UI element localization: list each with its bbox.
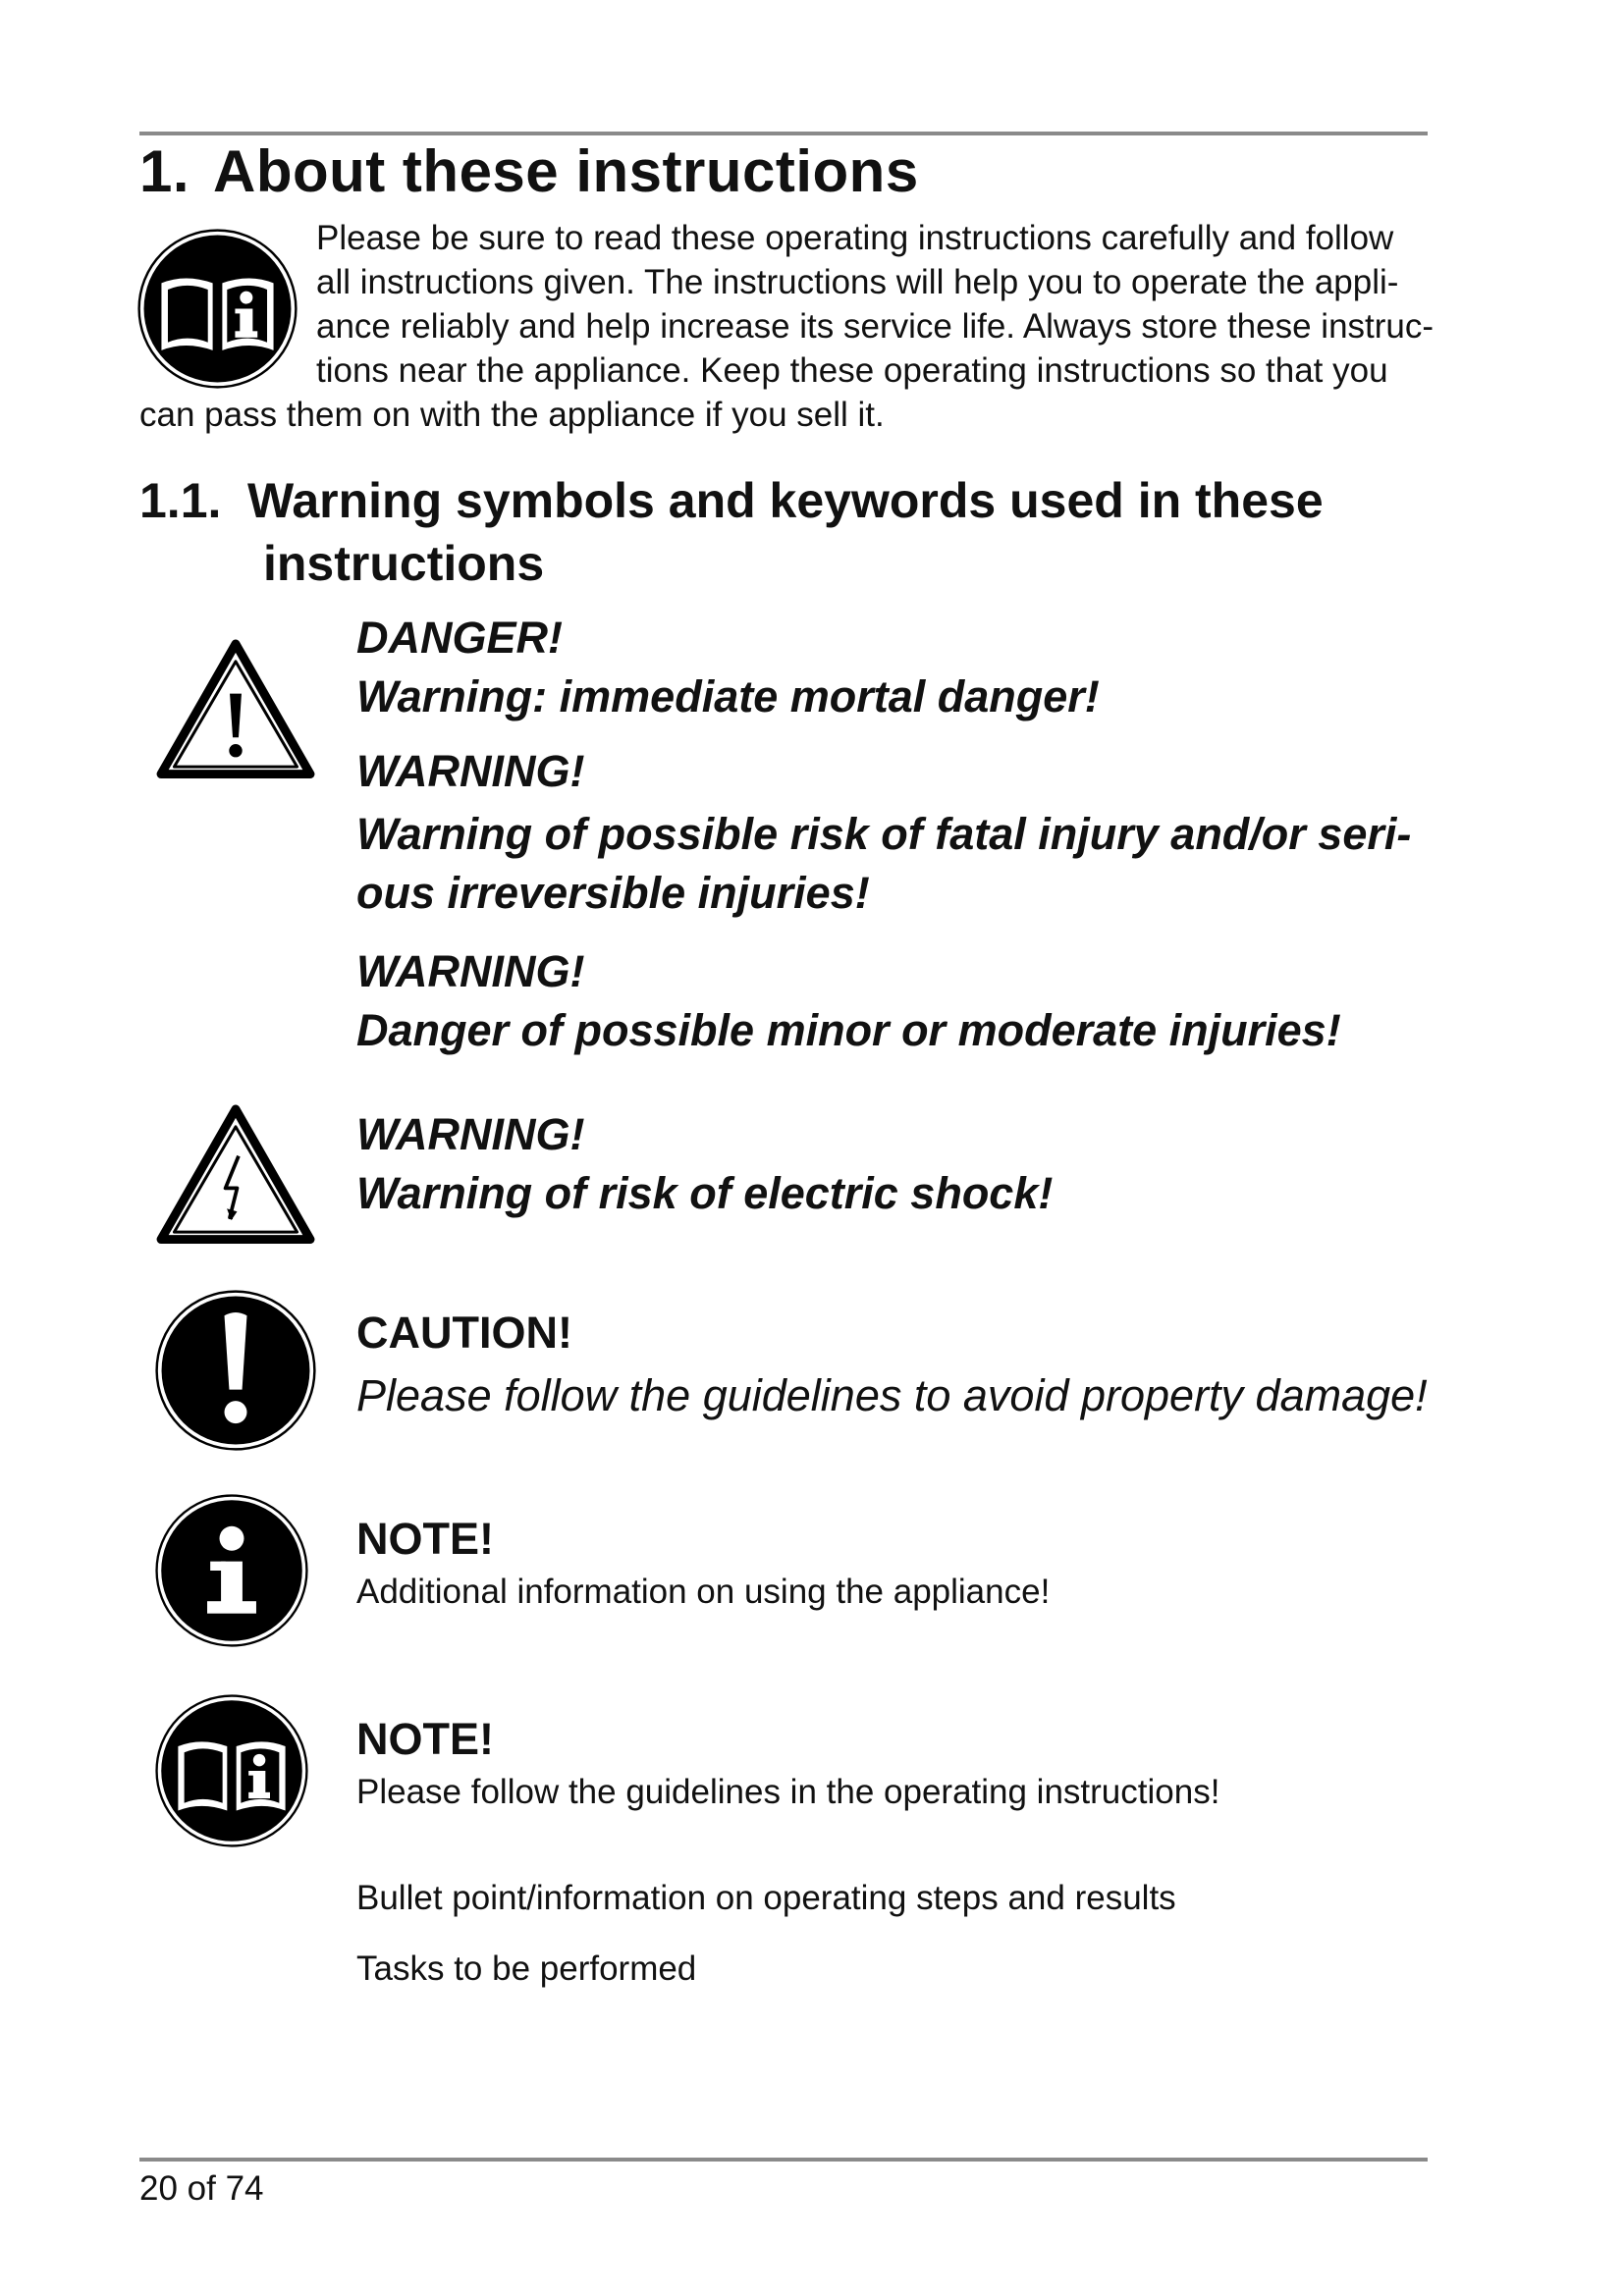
section-title: About these instructions [213, 138, 919, 204]
bullet-point-description: Bullet point/information on operating steps and results [356, 1879, 1176, 1917]
electric-shock-triangle-icon [155, 1103, 316, 1247]
warning-fatal-message-line2: ous irreversible injuries! [356, 868, 870, 918]
note-info-message: Additional information on using the appliance! [356, 1573, 1051, 1611]
danger-message: Warning: immediate mortal danger! [356, 671, 1100, 721]
section-heading [139, 137, 919, 205]
page-number: 20 of 74 [139, 2169, 264, 2208]
bottom-divider [139, 2158, 1428, 2162]
exclamation-circle-icon [155, 1290, 316, 1451]
warning-electric-message: Warning of risk of electric shock! [356, 1168, 1054, 1218]
warning-electric-keyword: WARNING! [356, 1109, 585, 1159]
subsection-heading [139, 469, 1428, 595]
section-number: 1. [139, 138, 190, 204]
intro-line: ance reliably and help increase its service life. Always store these instruc- [316, 307, 1435, 346]
subsection-title-line2: instructions [263, 536, 545, 591]
tasks-description: Tasks to be performed [356, 1949, 697, 1988]
note-manual-keyword: NOTE! [356, 1714, 494, 1764]
subsection-number: 1.1. [139, 473, 222, 528]
info-circle-icon [155, 1494, 308, 1647]
danger-keyword: DANGER! [356, 613, 563, 663]
warning-minor-keyword: WARNING! [356, 946, 585, 996]
top-divider [139, 132, 1428, 135]
warning-fatal-keyword: WARNING! [356, 746, 585, 796]
subsection-title-line1: Warning symbols and keywords used in these [247, 473, 1324, 528]
intro-line: all instructions given. The instructions will help you to operate the appli- [316, 263, 1399, 301]
warning-fatal-message-line1: Warning of possible risk of fatal injury and/or seri- [356, 809, 1412, 859]
intro-line: Please be sure to read these operating instructions carefully and follow [316, 219, 1394, 257]
intro-paragraph [139, 216, 1435, 437]
note-manual-message: Please follow the guidelines in the operating instructions! [356, 1773, 1220, 1811]
note-info-keyword: NOTE! [356, 1514, 494, 1564]
caution-keyword: CAUTION! [356, 1308, 572, 1358]
warning-triangle-icon [155, 638, 316, 781]
warning-minor-message: Danger of possible minor or moderate injuries! [356, 1005, 1341, 1055]
intro-line: can pass them on with the appliance if you sell it. [139, 396, 885, 434]
intro-line: tions near the appliance. Keep these operating instructions so that you [316, 351, 1388, 390]
manual-info-icon [155, 1694, 308, 1847]
caution-message: Please follow the guidelines to avoid property damage! [356, 1370, 1428, 1420]
